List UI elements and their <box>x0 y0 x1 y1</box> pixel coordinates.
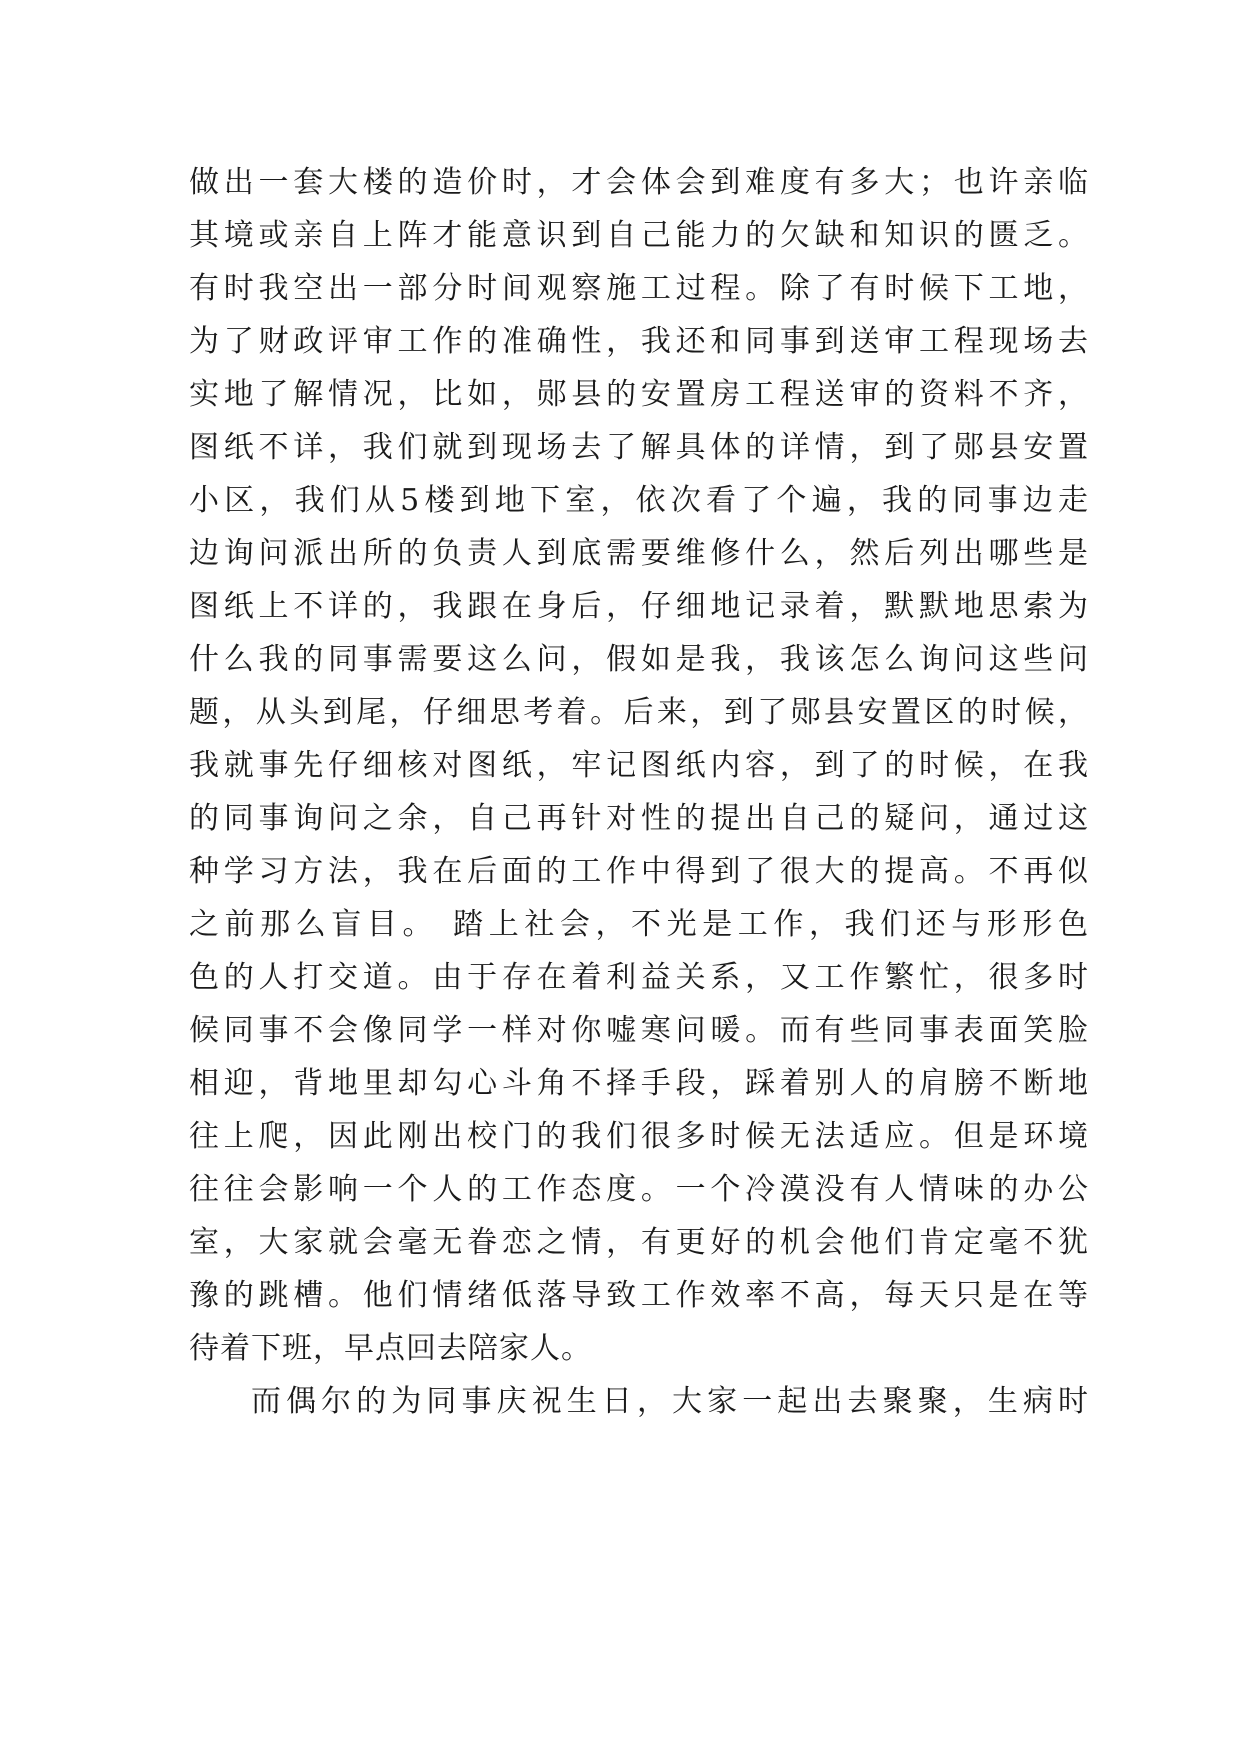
text-line: 图纸上不详的，我跟在身后，仔细地记录着，默默地思索为 <box>189 589 1089 624</box>
body-text <box>189 156 1089 1428</box>
text-line: 室，大家就会毫无眷恋之情，有更好的机会他们肯定毫不犹 <box>189 1225 1089 1260</box>
text-line: 题，从头到尾，仔细思考着。后来，到了郧县安置区的时候， <box>189 695 1089 730</box>
text-line: 小区，我们从5楼到地下室，依次看了个遍，我的同事边走 <box>189 483 1089 518</box>
text-line: 豫的跳槽。他们情绪低落导致工作效率不高，每天只是在等 <box>189 1278 1089 1313</box>
text-line: 其境或亲自上阵才能意识到自己能力的欠缺和知识的匮乏。 <box>189 218 1089 253</box>
text-line: 往上爬，因此刚出校门的我们很多时候无法适应。但是环境 <box>189 1119 1089 1154</box>
text-line: 边询问派出所的负责人到底需要维修什么，然后列出哪些是 <box>189 536 1089 571</box>
text-line: 之前那么盲目。 踏上社会，不光是工作，我们还与形形色 <box>189 907 1089 942</box>
text-line: 相迎，背地里却勾心斗角不择手段，踩着别人的肩膀不断地 <box>189 1066 1089 1101</box>
text-line: 种学习方法，我在后面的工作中得到了很大的提高。不再似 <box>189 854 1089 889</box>
text-line: 的同事询问之余，自己再针对性的提出自己的疑问，通过这 <box>189 801 1089 836</box>
text-line: 我就事先仔细核对图纸，牢记图纸内容，到了的时候，在我 <box>189 748 1089 783</box>
text-line: 什么我的同事需要这么问，假如是我，我该怎么询问这些问 <box>189 642 1089 677</box>
text-line: 图纸不详，我们就到现场去了解具体的详情，到了郧县安置 <box>189 430 1089 465</box>
text-line: 往往会影响一个人的工作态度。一个冷漠没有人情味的办公 <box>189 1172 1089 1207</box>
text-line: 实地了解情况，比如，郧县的安置房工程送审的资料不齐， <box>189 377 1089 412</box>
text-line: 色的人打交道。由于存在着利益关系，又工作繁忙，很多时 <box>189 960 1089 995</box>
text-line: 做出一套大楼的造价时，才会体会到难度有多大；也许亲临 <box>189 165 1089 200</box>
text-line: 而偶尔的为同事庆祝生日，大家一起出去聚聚，生病时 <box>251 1384 1089 1419</box>
text-line: 待着下班，早点回去陪家人。 <box>189 1331 592 1366</box>
text-line: 为了财政评审工作的准确性，我还和同事到送审工程现场去 <box>189 324 1089 359</box>
text-line: 有时我空出一部分时间观察施工过程。除了有时候下工地， <box>189 271 1089 306</box>
text-line: 候同事不会像同学一样对你嘘寒问暖。而有些同事表面笑脸 <box>189 1013 1089 1048</box>
